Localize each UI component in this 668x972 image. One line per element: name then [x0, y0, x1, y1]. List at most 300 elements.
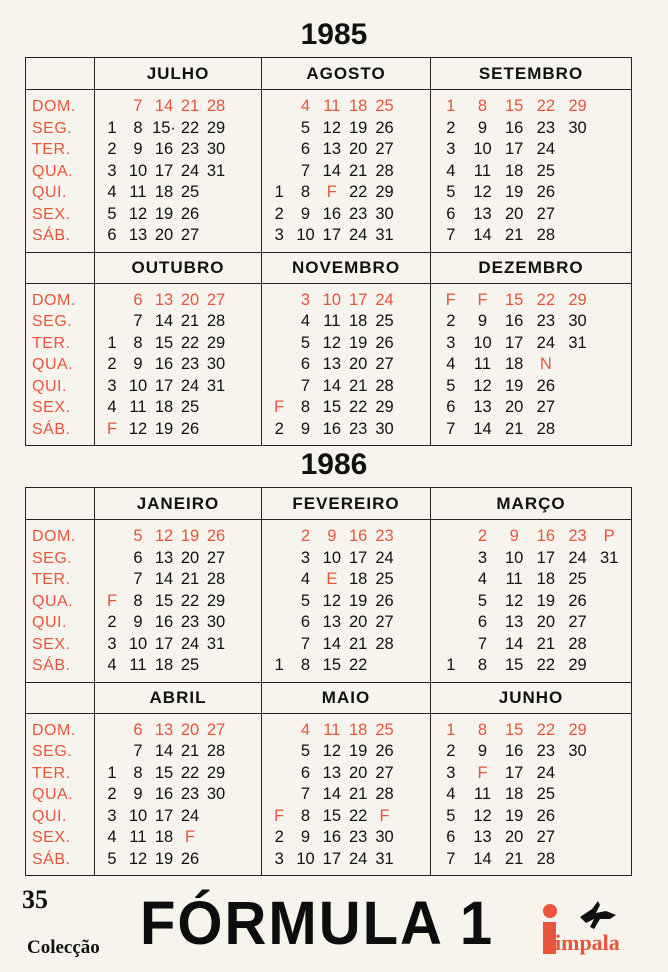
- day-row: [262, 139, 430, 161]
- day-row: [95, 290, 261, 312]
- date-cell: 3: [477, 548, 488, 567]
- day-name: SEX.: [32, 205, 71, 223]
- day-row: [262, 161, 430, 183]
- date-cell: 30: [375, 419, 394, 438]
- date-cell: 28: [206, 97, 226, 115]
- date-cell: 31: [375, 226, 394, 244]
- month-name: SETEMBRO: [431, 58, 631, 90]
- date-cell: 8: [300, 806, 311, 825]
- day-name: SEX.: [32, 399, 71, 416]
- date-cell: 21: [504, 419, 524, 438]
- date-cell: 7: [133, 97, 143, 115]
- day-name: DOM.: [32, 721, 76, 739]
- date-cell: 11: [129, 183, 147, 201]
- date-cell: [593, 763, 625, 785]
- day-name: SEG.: [32, 549, 73, 567]
- date-cell: 22: [180, 333, 200, 352]
- date-cell: 21: [180, 312, 200, 330]
- date-cell: 26: [375, 333, 394, 352]
- date-cell: 21: [348, 376, 368, 395]
- day-row: [95, 784, 261, 806]
- date-cell: 14: [154, 742, 174, 760]
- day-row: [431, 419, 631, 441]
- date-cell: 29: [568, 290, 587, 309]
- date-cell: 5: [300, 742, 311, 760]
- day-row: [262, 655, 430, 677]
- date-cell: 16: [536, 527, 555, 545]
- date-cell: F: [184, 828, 196, 846]
- date-cell: 3: [107, 634, 117, 653]
- year-heading-1986: 1986: [300, 448, 368, 481]
- date-cell: 5: [446, 806, 456, 825]
- date-cell: 25: [375, 720, 394, 739]
- date-cell: 14: [154, 97, 174, 115]
- date-cell: 20: [348, 140, 368, 158]
- date-cell: 8: [477, 720, 488, 739]
- date-cell: 4: [446, 785, 456, 803]
- date-cell: 13: [322, 763, 341, 782]
- date-cell: 7: [446, 419, 456, 438]
- date-cell: 23: [180, 355, 200, 373]
- day-names-column: [26, 90, 95, 252]
- date-cell: [398, 634, 424, 656]
- day-row: [95, 311, 261, 333]
- date-cell: 25: [180, 656, 200, 674]
- date-cell: 2: [446, 742, 456, 760]
- date-cell: 28: [536, 226, 555, 244]
- collection-label: Colecção: [27, 937, 100, 958]
- date-cell: 3: [446, 140, 456, 158]
- date-cell: 9: [133, 785, 143, 803]
- date-cell: 5: [107, 849, 117, 868]
- day-row: [431, 182, 631, 204]
- date-cell: [229, 204, 255, 226]
- day-row: [262, 354, 430, 376]
- date-cell: [398, 419, 424, 441]
- date-cell: 14: [154, 570, 174, 588]
- date-cell: [398, 741, 424, 763]
- date-cell: 22: [348, 806, 368, 825]
- date-cell: 19: [154, 849, 174, 868]
- month-name: FEVEREIRO: [262, 488, 431, 520]
- date-cell: 26: [536, 806, 555, 825]
- date-cell: [435, 526, 467, 548]
- day-row: [431, 569, 631, 591]
- date-cell: 19: [504, 183, 524, 201]
- date-cell: 22: [536, 656, 555, 674]
- date-cell: 5: [300, 118, 311, 137]
- date-cell: 6: [300, 355, 311, 373]
- date-cell: 25: [536, 161, 555, 180]
- month-days: [431, 284, 631, 446]
- date-cell: [266, 139, 292, 161]
- date-cell: 23: [348, 419, 368, 438]
- date-cell: [266, 634, 292, 656]
- date-cell: [593, 161, 625, 183]
- day-row: [431, 720, 631, 742]
- day-row: [95, 139, 261, 161]
- date-cell: 29: [206, 591, 226, 610]
- day-row: [262, 376, 430, 398]
- day-row: [95, 96, 261, 118]
- day-row: [95, 419, 261, 441]
- date-cell: 31: [206, 376, 226, 395]
- date-cell: [398, 612, 424, 634]
- date-cell: [99, 548, 125, 570]
- date-cell: 1: [107, 118, 117, 137]
- date-cell: 26: [536, 183, 555, 201]
- date-cell: [593, 139, 625, 161]
- date-cell: 3: [107, 806, 117, 825]
- date-cell: [266, 741, 292, 763]
- month-name: DEZEMBRO: [431, 252, 631, 284]
- date-cell: 26: [180, 849, 200, 868]
- date-cell: 9: [133, 355, 143, 373]
- date-cell: [593, 354, 625, 376]
- date-cell: 19: [504, 376, 524, 395]
- date-cell: [398, 290, 424, 312]
- day-row: [431, 827, 631, 849]
- date-cell: 17: [504, 333, 524, 352]
- date-cell: 27: [375, 763, 394, 782]
- date-cell: [593, 591, 625, 613]
- date-cell: [562, 419, 594, 441]
- date-cell: 23: [348, 828, 368, 846]
- date-cell: 16: [154, 355, 174, 373]
- date-cell: 17: [154, 161, 174, 180]
- date-cell: [229, 849, 255, 871]
- date-cell: [398, 311, 424, 333]
- date-cell: 27: [206, 548, 226, 567]
- month-name: JUNHO: [431, 682, 631, 714]
- date-cell: 4: [107, 656, 117, 674]
- date-cell: 24: [348, 226, 368, 244]
- month-days: [262, 284, 431, 446]
- date-cell: 20: [348, 355, 368, 373]
- date-cell: 18: [504, 355, 524, 373]
- day-name: DOM.: [32, 98, 76, 115]
- quarter-block: [26, 252, 631, 446]
- month-days: [431, 714, 631, 876]
- date-cell: 10: [296, 849, 315, 868]
- date-cell: 2: [477, 527, 488, 545]
- date-cell: 16: [322, 204, 341, 223]
- date-cell: [398, 849, 424, 871]
- date-cell: [229, 784, 255, 806]
- date-cell: [435, 612, 467, 634]
- date-cell: 20: [536, 613, 555, 631]
- date-cell: [229, 419, 255, 441]
- date-cell: 11: [323, 720, 341, 739]
- day-row: [95, 354, 261, 376]
- date-cell: [229, 763, 255, 785]
- date-cell: [435, 548, 467, 570]
- date-cell: 11: [323, 312, 341, 330]
- day-name: SEG.: [32, 119, 73, 137]
- day-row: [262, 311, 430, 333]
- date-cell: [266, 612, 292, 634]
- date-cell: 9: [300, 419, 311, 438]
- date-cell: 29: [206, 333, 226, 352]
- date-cell: 22: [536, 290, 555, 309]
- day-name: QUI.: [32, 614, 67, 631]
- month-days: [431, 90, 631, 252]
- date-cell: 2: [107, 140, 117, 158]
- month-name: JULHO: [95, 58, 262, 90]
- date-cell: 1: [446, 656, 456, 674]
- date-cell: [203, 827, 229, 849]
- date-cell: [266, 290, 292, 312]
- date-cell: 18: [536, 570, 555, 588]
- date-cell: 26: [180, 204, 200, 223]
- day-row: [95, 526, 261, 548]
- day-row: [262, 591, 430, 613]
- date-cell: 16: [154, 785, 174, 803]
- date-cell: [229, 354, 255, 376]
- date-cell: [99, 311, 125, 333]
- date-cell: [593, 204, 625, 226]
- day-name: TER.: [32, 334, 71, 352]
- date-cell: 22: [536, 720, 555, 739]
- day-name: SEX.: [32, 635, 71, 653]
- date-cell: 19: [180, 527, 200, 545]
- date-cell: 8: [477, 97, 488, 115]
- date-cell: [593, 806, 625, 828]
- date-cell: [398, 96, 424, 118]
- day-row: [431, 806, 631, 828]
- date-cell: [398, 763, 424, 785]
- date-cell: 13: [322, 613, 341, 631]
- date-cell: 22: [180, 763, 200, 782]
- date-cell: [229, 612, 255, 634]
- date-cell: 9: [327, 527, 337, 545]
- date-cell: [266, 96, 292, 118]
- date-cell: 8: [300, 183, 311, 201]
- date-cell: 18: [348, 570, 368, 588]
- date-cell: 10: [128, 161, 148, 180]
- date-cell: 16: [322, 419, 341, 438]
- date-cell: 14: [473, 849, 492, 868]
- date-cell: 13: [154, 290, 174, 309]
- date-cell: 27: [180, 226, 200, 244]
- date-cell: 23: [568, 527, 587, 545]
- date-cell: 9: [300, 204, 311, 223]
- date-cell: 14: [473, 419, 492, 438]
- date-cell: 13: [322, 140, 341, 158]
- month-days: [95, 90, 262, 252]
- date-cell: [229, 182, 255, 204]
- date-cell: [398, 204, 424, 226]
- date-cell: [593, 655, 625, 677]
- date-cell: [229, 548, 255, 570]
- date-cell: [266, 376, 292, 398]
- date-cell: 10: [322, 548, 341, 567]
- date-cell: 8: [133, 763, 143, 782]
- month-name: AGOSTO: [262, 58, 431, 90]
- date-cell: 18: [154, 656, 174, 674]
- date-cell: 20: [348, 613, 368, 631]
- date-cell: 12: [473, 183, 492, 201]
- date-cell: 21: [180, 570, 200, 588]
- date-cell: 13: [128, 226, 148, 244]
- date-cell: 24: [180, 376, 200, 395]
- date-cell: [398, 139, 424, 161]
- date-cell: [398, 526, 424, 548]
- day-row: [431, 311, 631, 333]
- date-cell: 22: [180, 591, 200, 610]
- date-cell: 26: [536, 376, 555, 395]
- date-cell: [562, 849, 594, 871]
- month-name: MARÇO: [431, 488, 631, 520]
- date-cell: 4: [300, 570, 311, 588]
- date-cell: 19: [504, 806, 524, 825]
- date-cell: N: [539, 355, 552, 373]
- date-cell: 6: [107, 226, 117, 244]
- date-cell: 24: [375, 548, 394, 567]
- date-cell: 1: [446, 720, 456, 739]
- month-days: [262, 520, 431, 682]
- date-cell: [266, 354, 292, 376]
- date-cell: [203, 225, 229, 247]
- day-name: QUI.: [32, 184, 67, 201]
- header-blank: [26, 252, 95, 284]
- date-cell: 17: [154, 376, 174, 395]
- date-cell: [593, 569, 625, 591]
- date-cell: [229, 118, 255, 140]
- day-name: DOM.: [32, 528, 76, 545]
- date-cell: 4: [477, 570, 488, 588]
- date-cell: 4: [107, 398, 117, 416]
- date-cell: 27: [206, 720, 226, 739]
- day-row: [431, 354, 631, 376]
- date-cell: 31: [206, 161, 226, 180]
- day-name: QUI.: [32, 807, 67, 825]
- header-blank: [26, 488, 95, 520]
- date-cell: [398, 655, 424, 677]
- date-cell: 19: [154, 419, 174, 438]
- date-cell: 30: [206, 613, 226, 631]
- date-cell: [266, 784, 292, 806]
- date-cell: 2: [107, 785, 117, 803]
- date-cell: 28: [536, 419, 555, 438]
- date-cell: 26: [375, 591, 394, 610]
- date-cell: 5: [300, 591, 311, 610]
- day-row: [431, 784, 631, 806]
- date-cell: 13: [322, 355, 341, 373]
- date-cell: [562, 354, 594, 376]
- date-cell: 6: [446, 398, 456, 416]
- date-cell: [371, 655, 397, 677]
- date-cell: 7: [133, 312, 143, 330]
- day-row: [262, 827, 430, 849]
- date-cell: 18: [154, 183, 174, 201]
- date-cell: 3: [300, 290, 311, 309]
- date-cell: [229, 526, 255, 548]
- date-cell: [203, 397, 229, 419]
- date-cell: 29: [206, 763, 226, 782]
- date-cell: [398, 376, 424, 398]
- date-cell: 7: [300, 634, 311, 653]
- date-cell: 5: [446, 183, 456, 201]
- date-cell: 1: [107, 333, 117, 352]
- day-row: [95, 376, 261, 398]
- impala-brand-text: impala: [555, 930, 620, 955]
- date-cell: [593, 419, 625, 441]
- date-cell: 28: [375, 785, 394, 803]
- day-row: [431, 290, 631, 312]
- day-name: DOM.: [32, 291, 76, 309]
- date-cell: 2: [274, 419, 284, 438]
- date-cell: 10: [504, 548, 524, 567]
- month-days: [95, 520, 262, 682]
- date-cell: 12: [322, 591, 341, 610]
- date-cell: 27: [568, 613, 587, 631]
- day-row: [431, 548, 631, 570]
- date-cell: 27: [206, 290, 226, 309]
- date-cell: [593, 225, 625, 247]
- day-name: SÁB.: [32, 420, 71, 438]
- date-cell: [99, 741, 125, 763]
- date-cell: 27: [375, 613, 394, 631]
- date-cell: F: [106, 591, 118, 610]
- date-cell: [99, 526, 125, 548]
- day-row: [262, 118, 430, 140]
- date-cell: 1: [274, 183, 284, 201]
- date-cell: 13: [473, 398, 492, 416]
- day-row: [431, 849, 631, 871]
- date-cell: [229, 225, 255, 247]
- date-cell: 10: [473, 140, 492, 158]
- date-cell: 8: [133, 333, 143, 352]
- day-name: TER.: [32, 764, 71, 782]
- date-cell: 5: [107, 204, 117, 223]
- date-cell: 10: [128, 806, 148, 825]
- month-name: JANEIRO: [95, 488, 262, 520]
- date-cell: 30: [568, 312, 587, 330]
- date-cell: 23: [180, 140, 200, 158]
- date-cell: F: [106, 419, 118, 438]
- date-cell: 28: [375, 376, 394, 395]
- date-cell: 6: [133, 290, 143, 309]
- date-cell: 7: [133, 742, 143, 760]
- date-cell: 4: [446, 161, 456, 180]
- date-cell: 18: [154, 398, 174, 416]
- date-cell: 22: [348, 398, 368, 416]
- day-row: [95, 612, 261, 634]
- date-cell: 22: [348, 183, 368, 201]
- date-cell: 26: [375, 742, 394, 760]
- date-cell: 23: [180, 785, 200, 803]
- date-cell: 2: [274, 204, 284, 223]
- date-cell: 14: [322, 161, 341, 180]
- date-cell: 17: [154, 806, 174, 825]
- date-cell: F: [379, 806, 390, 825]
- date-cell: 3: [107, 376, 117, 395]
- date-cell: 3: [446, 333, 456, 352]
- date-cell: 7: [300, 376, 311, 395]
- date-cell: [562, 204, 594, 226]
- date-cell: 13: [154, 548, 174, 567]
- date-cell: 16: [322, 828, 341, 846]
- date-cell: 3: [446, 763, 456, 782]
- date-cell: 18: [154, 828, 174, 846]
- date-cell: 25: [180, 183, 200, 201]
- date-cell: 30: [568, 742, 587, 760]
- formula-1-title: FÓRMULA 1: [140, 889, 495, 958]
- date-cell: 25: [375, 97, 394, 115]
- date-cell: 11: [473, 161, 492, 180]
- date-cell: 16: [504, 742, 524, 760]
